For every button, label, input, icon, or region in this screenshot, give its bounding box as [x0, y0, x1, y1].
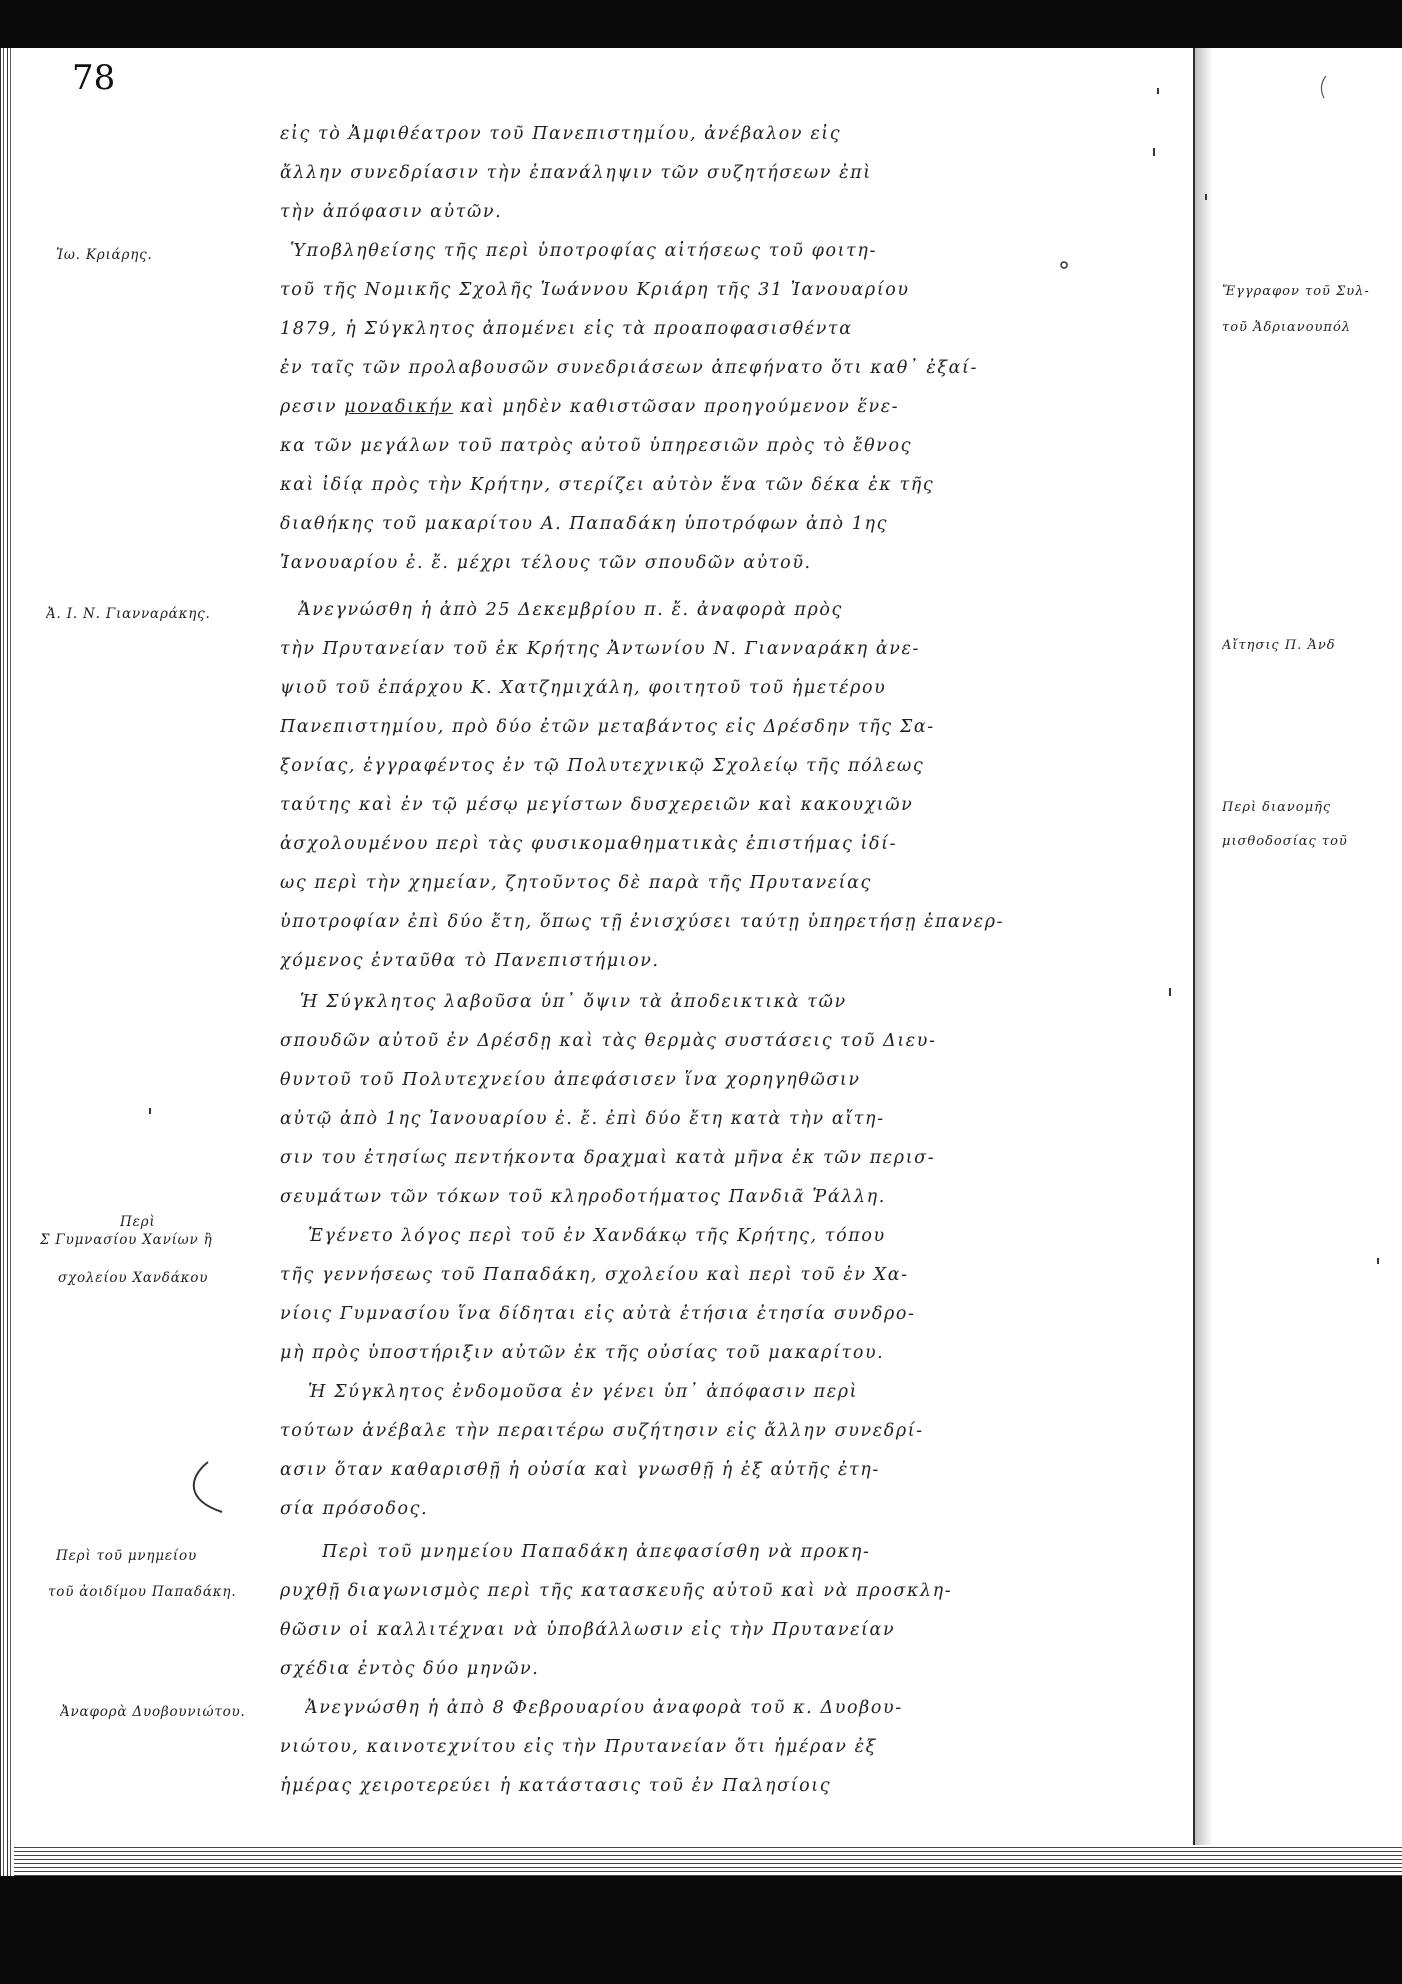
right-margin-note: μισθοδοσίας τοῦ [1222, 834, 1348, 849]
margin-note: σχολείου Χανδάκου [58, 1270, 209, 1286]
body-line: σευμάτων τῶν τόκων τοῦ κληροδοτήματος Πανδιᾶ Ῥάλλη. [280, 1187, 886, 1207]
body-line: καὶ ἰδίᾳ πρὸς τὴν Κρήτην, στερίζει αὐτὸν ἕνα τῶν δέκα ἐκ τῆς [280, 475, 935, 495]
body-line: ασιν ὅταν καθαρισθῇ ἡ οὐσία καὶ γνωσθῇ ἡ ἐξ αὐτῆς ἐτη- [280, 1460, 880, 1480]
body-line: σχέδια ἐντὸς δύο μηνῶν. [280, 1659, 540, 1679]
body-line: ρυχθῇ διαγωνισμὸς περὶ τῆς κατασκευῆς αὐτοῦ καὶ νὰ προσκλη- [280, 1581, 953, 1601]
underlined-word: μοναδικήν [344, 397, 454, 417]
body-line: Πανεπιστημίου, πρὸ δύο ἐτῶν μεταβάντος εἰς Δρέσδην τῆς Σα- [280, 717, 935, 737]
body-line: νιώτου, καινοτεχνίτου εἰς τὴν Πρυτανείαν ὅτι ἡμέραν ἐξ [280, 1737, 877, 1757]
body-line: Ἐγένετο λόγος περὶ τοῦ ἐν Χανδάκῳ τῆς Κρήτης, τόπου [308, 1226, 886, 1246]
body-line: Ἀνεγνώσθη ἡ ἀπὸ 8 Φεβρουαρίου ἀναφορὰ τοῦ κ. Δυοβου- [305, 1698, 903, 1718]
margin-note: Περὶ [120, 1214, 156, 1230]
body-line: τὴν Πρυτανείαν τοῦ ἐκ Κρήτης Ἀντωνίου Ν. Γιανναράκη ἀνε- [280, 639, 920, 659]
body-line: τῆς γεννήσεως τοῦ Παπαδάκη, σχολείου καὶ περὶ τοῦ ἐν Χα- [280, 1265, 909, 1285]
body-line: νίοις Γυμνασίου ἵνα δίδηται εἰς αὐτὰ ἐτήσια ἐτησία συνδρο- [280, 1304, 916, 1324]
body-line: ἐν ταῖς τῶν προλαβουσῶν συνεδριάσεων ἀπεφήνατο ὅτι καθ᾽ ἐξαί- [280, 358, 979, 378]
ink-stroke [1321, 76, 1326, 98]
body-line: ως περὶ τὴν χημείαν, ζητοῦντος δὲ παρὰ τῆς Πρυτανείας [280, 873, 872, 893]
body-line: ρεσιν μοναδικήν καὶ μηδὲν καθιστῶσαν προηγούμενον ἕνε- [280, 397, 900, 417]
right-margin-note: Περὶ διανομῆς [1222, 800, 1332, 815]
body-line: Ἡ Σύγκλητος λαβοῦσα ὑπ᾽ ὄψιν τὰ ἀποδεικτικὰ τῶν [300, 992, 847, 1012]
body-line: τοῦ τῆς Νομικῆς Σχολῆς Ἰωάννου Κριάρη τῆς 31 Ἰανουαρίου [280, 280, 910, 300]
body-line: ἄλλην συνεδρίασιν τὴν ἐπανάληψιν τῶν συζητήσεων ἐπὶ [280, 163, 872, 183]
body-line: χόμενος ἐνταῦθα τὸ Πανεπιστήμιον. [280, 951, 660, 971]
body-line: Ἡ Σύγκλητος ἐνδομοῦσα ἐν γένει ὑπ᾽ ἀπόφασιν περὶ [308, 1382, 859, 1402]
body-line: θυντοῦ τοῦ Πολυτεχνείου ἀπεφάσισεν ἵνα χορηγηθῶσιν [280, 1070, 861, 1090]
body-line: Ἰανουαρίου ἐ. ἔ. μέχρι τέλους τῶν σπουδῶν αὐτοῦ. [280, 553, 812, 573]
bracket-mark [194, 1462, 222, 1512]
body-line: Ἀνεγνώσθη ἡ ἀπὸ 25 Δεκεμβρίου π. ἔ. ἀναφορὰ πρὸς [298, 600, 843, 620]
body-line: Ὑποβληθείσης τῆς περὶ ὑποτροφίας αἰτήσεως τοῦ φοιτη- [290, 241, 877, 261]
margin-note: Ἀναφορὰ Δυοβουνιώτου. [60, 1704, 246, 1720]
ink-dot [1061, 262, 1067, 268]
body-line: ἀσχολουμένου περὶ τὰς φυσικομαθηματικὰς ἐπιστήμας ἰδί- [280, 834, 898, 854]
margin-note: Περὶ τοῦ μνημείου [56, 1548, 197, 1564]
margin-note: Ἰω. Κριάρης. [56, 247, 153, 263]
right-margin-note: τοῦ Ἀδριανουπόλ [1222, 320, 1352, 335]
body-line: θῶσιν οἱ καλλιτέχναι νὰ ὑποβάλλωσιν εἰς τὴν Πρυτανείαν [280, 1620, 896, 1640]
body-line: τὴν ἀπόφασιν αὐτῶν. [280, 202, 503, 222]
body-line: Περὶ τοῦ μνημείου Παπαδάκη ἀπεφασίσθη νὰ προκη- [322, 1542, 871, 1562]
body-line: ξονίας, ἐγγραφέντος ἐν τῷ Πολυτεχνικῷ Σχολείῳ τῆς πόλεως [280, 756, 925, 776]
body-line: εἰς τὸ Ἀμφιθέατρον τοῦ Πανεπιστημίου, ἀνέβαλον εἰς [280, 124, 842, 144]
body-line: ὑποτροφίαν ἐπὶ δύο ἔτη, ὅπως τῇ ἐνισχύσει ταύτῃ ὑπηρετήσῃ ἐπανερ- [280, 912, 1005, 932]
body-line: κα τῶν μεγάλων τοῦ πατρὸς αὐτοῦ ὑπηρεσιῶν πρὸς τὸ ἔθνος [280, 436, 913, 456]
body-line: τούτων ἀνέβαλε τὴν περαιτέρω συζήτησιν εἰς ἄλλην συνεδρί- [280, 1421, 924, 1441]
body-line: διαθήκης τοῦ μακαρίτου Α. Παπαδάκη ὑποτρόφων ἀπὸ 1ης [280, 514, 889, 534]
margin-note: τοῦ ἀοιδίμου Παπαδάκη. [48, 1584, 237, 1600]
right-margin-note: Αἴτησις Π. Ἀνδ [1222, 638, 1336, 653]
body-line: ἡμέρας χειροτερεύει ἡ κατάστασις τοῦ ἐν Παλησίοις [280, 1776, 832, 1796]
right-margin-note: Ἔγγραφον τοῦ Συλ- [1222, 284, 1370, 299]
body-line: σπουδῶν αὐτοῦ ἐν Δρέσδῃ καὶ τὰς θερμὰς συστάσεις τοῦ Διευ- [280, 1031, 937, 1051]
body-line: ταύτης καὶ ἐν τῷ μέσῳ μεγίστων δυσχερειῶν καὶ κακουχιῶν [280, 795, 914, 815]
body-line: 1879, ἡ Σύγκλητος ἀπομένει εἰς τὰ προαποφασισθέντα [280, 319, 853, 339]
body-line: σιν του ἐτησίως πεντήκοντα δραχμαὶ κατὰ μῆνα ἐκ τῶν περισ- [280, 1148, 936, 1168]
body-line: μὴ πρὸς ὑποστήριξιν αὐτῶν ἐκ τῆς οὐσίας τοῦ μακαρίτου. [280, 1343, 885, 1363]
body-line: σία πρόσοδος. [280, 1499, 429, 1519]
margin-note: Σ Γυμνασίου Χανίων ἢ [40, 1232, 213, 1248]
page-number: 78 [72, 58, 116, 98]
margin-note: Ἀ. Ι. Ν. Γιανναράκης. [46, 606, 211, 622]
body-line: αὐτῷ ἀπὸ 1ης Ἰανουαρίου ἐ. ἔ. ἐπὶ δύο ἔτη κατὰ τὴν αἴτη- [280, 1109, 885, 1129]
body-line: ψιοῦ τοῦ ἐπάρχου Κ. Χατζημιχάλη, φοιτητοῦ τοῦ ἡμετέρου [280, 678, 887, 698]
